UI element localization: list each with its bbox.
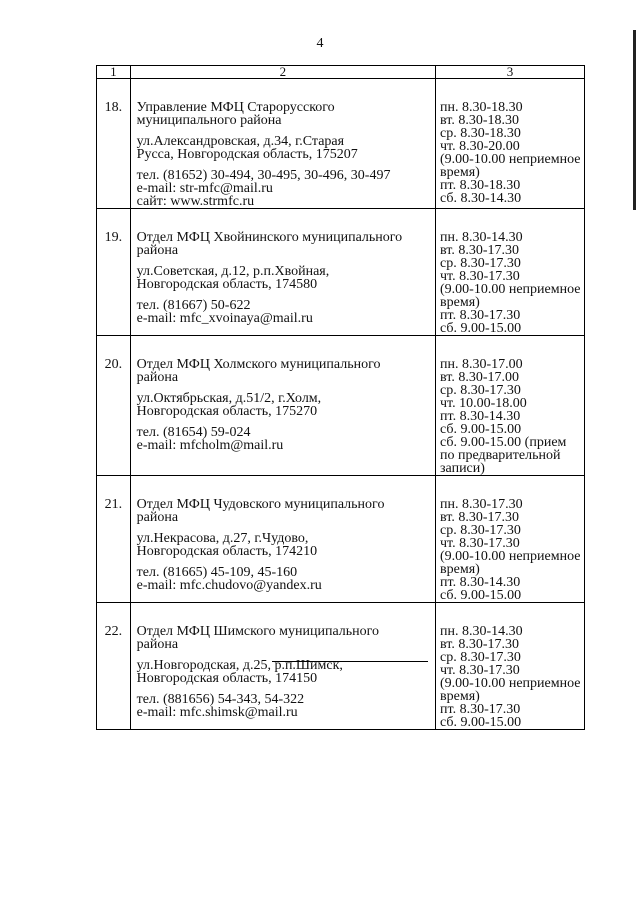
hours-line: ср. 8.30-18.30: [440, 126, 521, 141]
contact-block: [137, 566, 431, 592]
office-info: [130, 336, 435, 476]
address-block: [137, 532, 431, 558]
hours-line: время): [440, 165, 480, 180]
page-edge-mark: [633, 30, 636, 210]
hours-line: сб. 9.00-15.00: [440, 588, 522, 603]
hours-line: чт. 8.30-20.00: [440, 139, 520, 154]
hours-line: пн. 8.30-14.30: [440, 230, 523, 245]
hours-line: (9.00-10.00 неприемное: [440, 676, 581, 691]
hours-line: чт. 10.00-18.00: [440, 396, 527, 411]
office-contact-line: e-mail: mfc.chudovo@yandex.ru: [136, 578, 322, 593]
working-hours: [436, 79, 585, 209]
office-name-line: Управление МФЦ Старорусского: [136, 100, 335, 115]
hours-line: пт. 8.30-17.30: [440, 308, 521, 323]
office-address-line: ул.Советская, д.12, р.п.Хвойная,: [136, 264, 330, 279]
hours-line: чт. 8.30-17.30: [440, 536, 520, 551]
hours-line: чт. 8.30-17.30: [440, 663, 520, 678]
office-address-line: ул.Октябрьская, д.51/2, г.Холм,: [136, 391, 322, 406]
hours-line: (9.00-10.00 неприемное: [440, 282, 581, 297]
office-name-line: Отдел МФЦ Шимского муниципального: [136, 624, 380, 639]
table-header-row: [97, 66, 585, 79]
hours-line: ср. 8.30-17.30: [440, 383, 521, 398]
hours-line: (9.00-10.00 неприемное: [440, 549, 581, 564]
name-block: [137, 101, 431, 127]
row-number: 20.: [97, 336, 131, 476]
name-block: [137, 358, 431, 384]
office-name-line: Отдел МФЦ Холмского муниципального: [136, 357, 381, 372]
office-info: [130, 209, 435, 336]
table-row: [97, 79, 585, 209]
contact-block: [137, 299, 431, 325]
hours-line: чт. 8.30-17.30: [440, 269, 520, 284]
office-name-line: муниципального района: [136, 113, 282, 128]
office-address-line: ул.Новгородская, д.25, р.п.Шимск,: [136, 658, 343, 673]
hours-line: пт. 8.30-17.30: [440, 702, 521, 717]
column-header: 3: [436, 66, 585, 79]
hours-line: вт. 8.30-17.30: [440, 510, 520, 525]
office-contact-line: сайт: www.strmfc.ru: [136, 194, 255, 209]
address-block: [137, 659, 431, 685]
office-contact-line: тел. (881656) 54-343, 54-322: [136, 692, 305, 707]
working-hours: [436, 209, 585, 336]
hours-line: сб. 9.00-15.00: [440, 422, 522, 437]
office-info: [130, 476, 435, 603]
hours-line: ср. 8.30-17.30: [440, 523, 521, 538]
hours-line: сб. 9.00-15.00 (прием: [440, 435, 567, 450]
office-address-line: ул.Александровская, д.34, г.Старая: [136, 134, 345, 149]
office-address-line: ул.Некрасова, д.27, г.Чудово,: [136, 531, 309, 546]
hours-line: сб. 9.00-15.00: [440, 715, 522, 730]
hours-line: вт. 8.30-18.30: [440, 113, 520, 128]
office-name-line: Отдел МФЦ Хвойнинского муниципального: [136, 230, 403, 245]
office-info: [130, 603, 435, 730]
working-hours: [436, 603, 585, 730]
mfc-offices-table: [96, 65, 585, 730]
hours-line: ср. 8.30-17.30: [440, 650, 521, 665]
office-contact-line: e-mail: mfcholm@mail.ru: [136, 438, 284, 453]
office-name-line: района: [136, 510, 179, 525]
office-contact-line: e-mail: str-mfc@mail.ru: [136, 181, 273, 196]
office-name-line: района: [136, 370, 179, 385]
office-contact-line: тел. (81665) 45-109, 45-160: [136, 565, 298, 580]
hours-line: сб. 8.30-14.30: [440, 191, 522, 206]
office-contact-line: тел. (81652) 30-494, 30-495, 30-496, 30-497: [136, 168, 391, 183]
hours-line: вт. 8.30-17.30: [440, 637, 520, 652]
name-block: [137, 498, 431, 524]
column-header: 1: [97, 66, 131, 79]
row-number: 18.: [97, 79, 131, 209]
page-number: 4: [316, 36, 324, 51]
hours-line: пн. 8.30-14.30: [440, 624, 523, 639]
address-block: [137, 135, 431, 161]
office-contact-line: тел. (81654) 59-024: [136, 425, 251, 440]
hours-line: пт. 8.30-18.30: [440, 178, 521, 193]
name-block: [137, 625, 431, 651]
hours-line: пн. 8.30-17.00: [440, 357, 523, 372]
hours-line: вт. 8.30-17.00: [440, 370, 520, 385]
office-address-line: Новгородская область, 174150: [136, 671, 318, 686]
hours-line: пт. 8.30-14.30: [440, 575, 521, 590]
hours-line: сб. 9.00-15.00: [440, 321, 522, 336]
row-number: 22.: [97, 603, 131, 730]
office-name-line: района: [136, 243, 179, 258]
table-row: [97, 603, 585, 730]
row-number: 19.: [97, 209, 131, 336]
hours-line: записи): [440, 461, 485, 476]
office-contact-line: тел. (81667) 50-622: [136, 298, 251, 313]
working-hours: [436, 476, 585, 603]
office-name-line: Отдел МФЦ Чудовского муниципального: [136, 497, 385, 512]
office-contact-line: e-mail: mfc_xvoinaya@mail.ru: [136, 311, 313, 326]
row-number: 21.: [97, 476, 131, 603]
contact-block: [137, 426, 431, 452]
hours-line: (9.00-10.00 неприемное: [440, 152, 581, 167]
address-block: [137, 392, 431, 418]
name-block: [137, 231, 431, 257]
office-address-line: Новгородская область, 175270: [136, 404, 318, 419]
hours-line: время): [440, 562, 480, 577]
table-row: [97, 336, 585, 476]
office-contact-line: e-mail: mfc.shimsk@mail.ru: [136, 705, 298, 720]
column-header: 2: [130, 66, 435, 79]
office-address-line: Новгородская область, 174580: [136, 277, 318, 292]
office-info: [130, 79, 435, 209]
table-row: [97, 209, 585, 336]
address-block: [137, 265, 431, 291]
hours-line: пт. 8.30-14.30: [440, 409, 521, 424]
contact-block: [137, 169, 431, 208]
hours-line: по предварительной: [440, 448, 561, 463]
hours-line: пн. 8.30-17.30: [440, 497, 523, 512]
hours-line: вт. 8.30-17.30: [440, 243, 520, 258]
office-name-line: района: [136, 637, 179, 652]
office-address-line: Русса, Новгородская область, 175207: [136, 147, 358, 162]
hours-line: время): [440, 295, 480, 310]
working-hours: [436, 336, 585, 476]
office-address-line: Новгородская область, 174210: [136, 544, 318, 559]
hours-line: ср. 8.30-17.30: [440, 256, 521, 271]
table-row: [97, 476, 585, 603]
hours-line: время): [440, 689, 480, 704]
hours-line: пн. 8.30-18.30: [440, 100, 523, 115]
contact-block: [137, 693, 431, 719]
end-divider: [272, 661, 428, 662]
